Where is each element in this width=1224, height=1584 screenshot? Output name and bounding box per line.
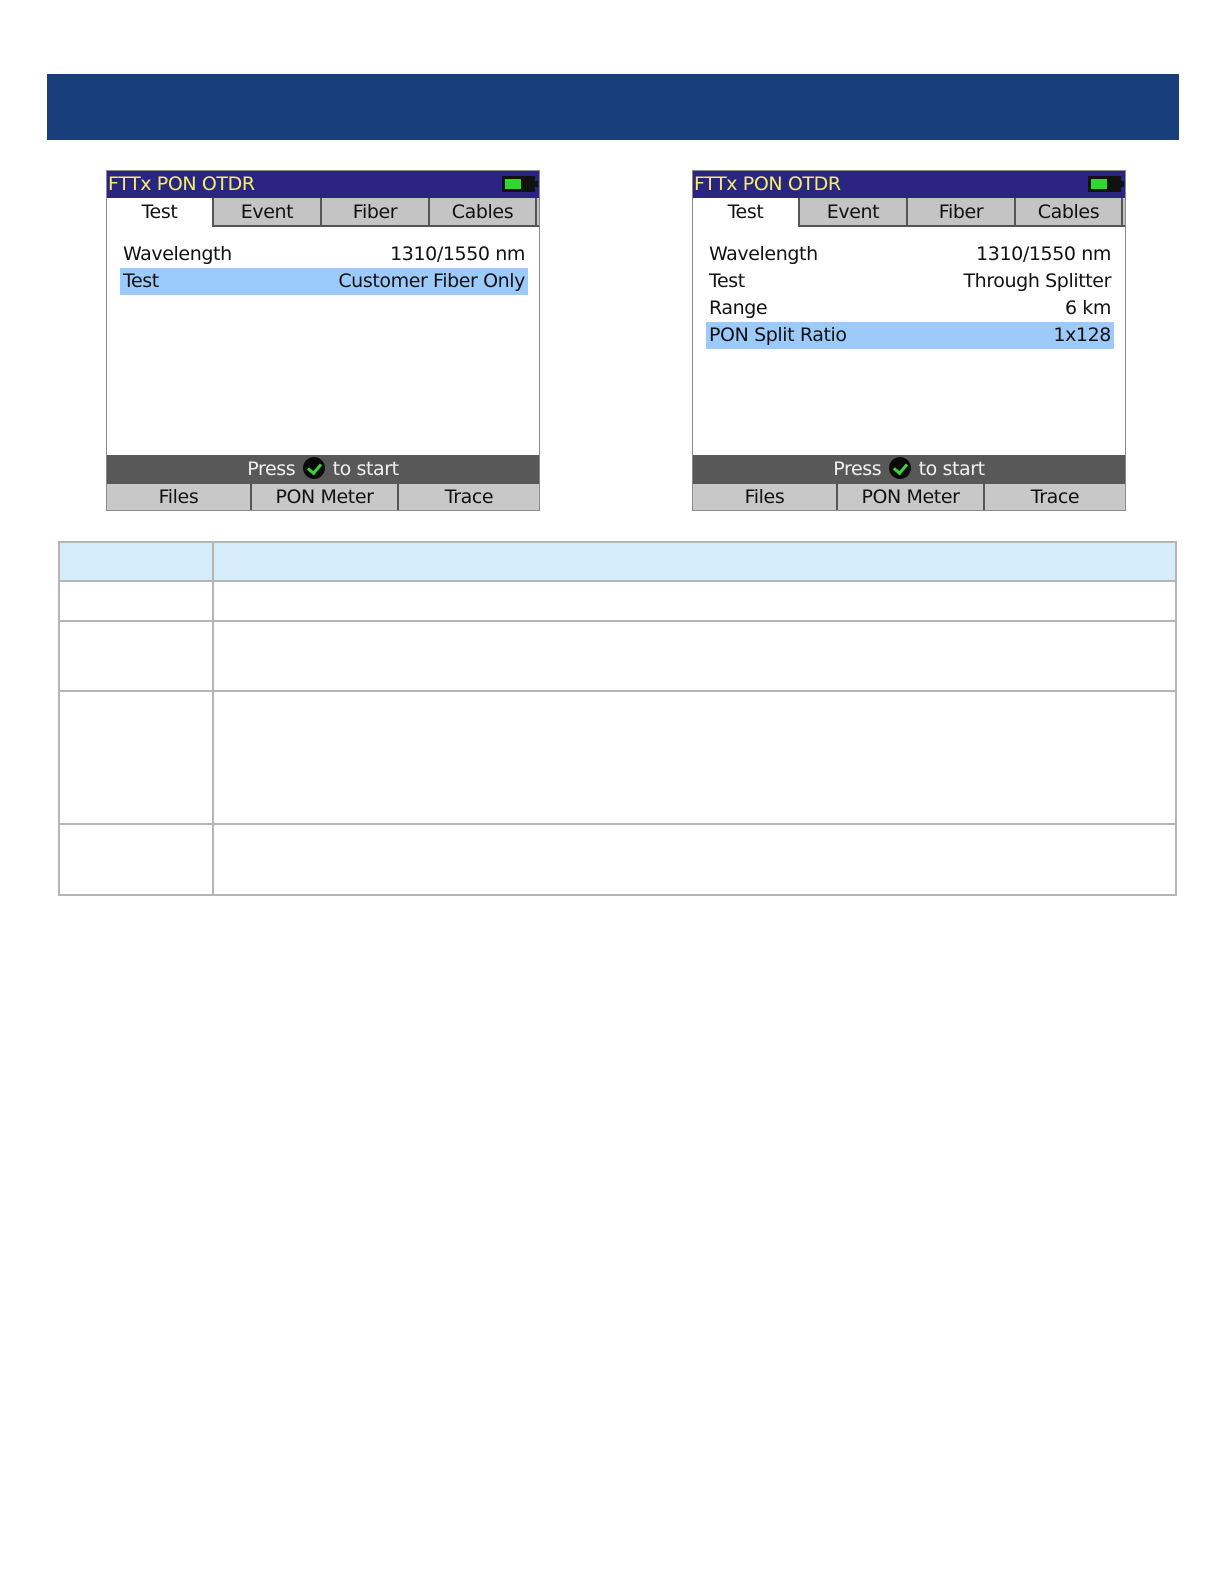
setting-value: Customer Fiber Only xyxy=(338,270,525,292)
softkey-bar xyxy=(107,484,539,510)
settings-list xyxy=(120,241,528,295)
status-prefix: Press xyxy=(833,458,882,480)
table-header-cell xyxy=(213,542,1176,581)
otdr-screen-customer-fiber xyxy=(106,170,540,511)
pon-meter-button[interactable]: PON Meter xyxy=(836,484,983,510)
battery-icon xyxy=(1088,176,1121,192)
screen-title-bar xyxy=(693,171,1125,198)
status-bar xyxy=(107,455,539,484)
table-header-row xyxy=(59,542,1176,581)
screen-title: FTTx PON OTDR xyxy=(694,173,841,195)
files-button[interactable]: Files xyxy=(158,486,199,508)
screen-title: FTTx PON OTDR xyxy=(108,173,255,195)
table-row xyxy=(59,621,1176,691)
setting-label: Test xyxy=(709,270,745,292)
tab-cables[interactable]: Cables xyxy=(1014,198,1121,227)
table-row xyxy=(59,581,1176,621)
setting-value: 1x128 xyxy=(1053,324,1111,346)
check-icon xyxy=(303,457,325,479)
setting-value: 1310/1550 nm xyxy=(390,243,525,265)
setting-label: Test xyxy=(123,270,159,292)
setting-row-wavelength[interactable] xyxy=(706,241,1114,268)
table-cell xyxy=(213,621,1176,691)
trace-button[interactable]: Trace xyxy=(397,484,539,510)
header-banner xyxy=(47,74,1179,140)
tab-fiber[interactable]: Fiber xyxy=(906,198,1014,227)
status-prefix: Press xyxy=(247,458,296,480)
setting-value: 6 km xyxy=(1064,297,1111,319)
table-cell xyxy=(213,581,1176,621)
tab-fiber[interactable]: Fiber xyxy=(320,198,428,227)
setting-row-test[interactable] xyxy=(706,268,1114,295)
otdr-screen-through-splitter xyxy=(692,170,1126,511)
tab-test[interactable]: Test xyxy=(141,201,178,223)
table-header-cell xyxy=(59,542,213,581)
setting-row-pon-split-ratio[interactable] xyxy=(706,322,1114,349)
table-row xyxy=(59,824,1176,895)
battery-icon xyxy=(502,176,535,192)
table-row xyxy=(59,691,1176,824)
setting-row-range[interactable] xyxy=(706,295,1114,322)
setting-label: Wavelength xyxy=(123,243,232,265)
table-cell xyxy=(59,581,213,621)
pon-meter-button[interactable]: PON Meter xyxy=(250,484,397,510)
softkey-bar xyxy=(693,484,1125,510)
tab-bar xyxy=(693,198,1125,228)
setting-label: PON Split Ratio xyxy=(709,324,847,346)
status-bar xyxy=(693,455,1125,484)
setting-row-test[interactable] xyxy=(120,268,528,295)
setting-row-wavelength[interactable] xyxy=(120,241,528,268)
screen-title-bar xyxy=(107,171,539,198)
trace-button[interactable]: Trace xyxy=(983,484,1125,510)
setting-value: Through Splitter xyxy=(963,270,1111,292)
settings-list xyxy=(706,241,1114,349)
table-cell xyxy=(59,621,213,691)
setting-label: Range xyxy=(709,297,768,319)
tab-cables[interactable]: Cables xyxy=(428,198,535,227)
tab-event[interactable]: Event xyxy=(798,198,906,227)
setting-value: 1310/1550 nm xyxy=(976,243,1111,265)
status-suffix: to start xyxy=(332,458,399,480)
tab-test[interactable]: Test xyxy=(727,201,764,223)
settings-description-table xyxy=(58,541,1177,896)
table-cell xyxy=(59,691,213,824)
check-icon xyxy=(889,457,911,479)
table-cell xyxy=(213,691,1176,824)
tab-bar xyxy=(107,198,539,228)
status-suffix: to start xyxy=(918,458,985,480)
table-cell xyxy=(213,824,1176,895)
tab-event[interactable]: Event xyxy=(212,198,320,227)
setting-label: Wavelength xyxy=(709,243,818,265)
table-cell xyxy=(59,824,213,895)
files-button[interactable]: Files xyxy=(744,486,785,508)
